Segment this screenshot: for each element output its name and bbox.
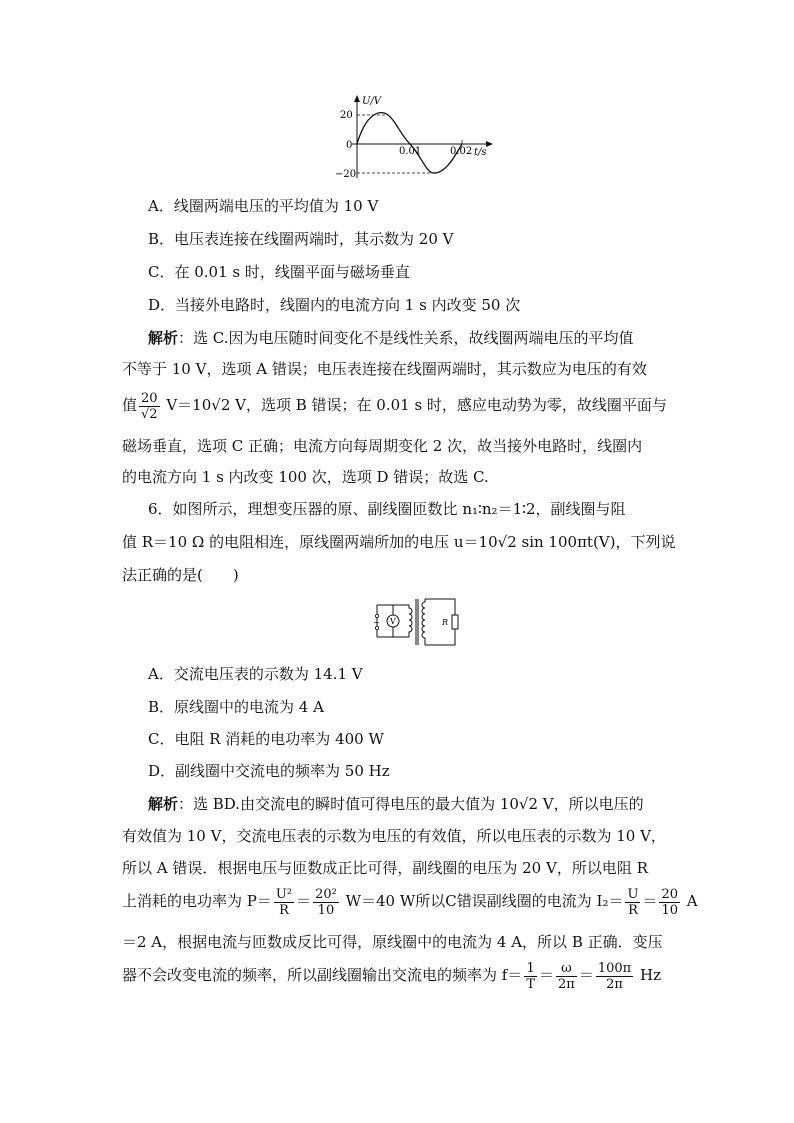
fraction-u-r: $\frac{U}{R}$: [627, 886, 639, 918]
q5-analysis-line4: 磁场垂直，选项 C 正确；电流方向每周期变化 2 次，故当接外电路时，线圈内: [122, 437, 643, 455]
resistor-label: R: [442, 618, 449, 627]
fraction-20-sqrt2: $\frac{20}{√2}$: [141, 390, 158, 422]
x-tick-001: 0.01: [399, 146, 422, 157]
q6-analysis-line1: 解析：选 BD.由交流电的瞬时值可得电压的最大值为 10√2 V，所以电压的: [148, 795, 644, 813]
x-axis-arrow: [486, 141, 493, 147]
q6-analysis-line3: 所以 A 错误．根据电压与匝数成正比可得，副线圈的电压为 20 V，所以电阻 R: [122, 859, 648, 877]
q6-stem-line1: 6．如图所示，理想变压器的原、副线圈匝数比 n₁∶n₂＝1∶2，副线圈与阻: [148, 500, 626, 518]
q6-analysis-line6: 器不会改变电流的频率，所以副线圈输出交流电的频率为 f＝ $\frac{1}{T}$ ＝ $\frac{\omega}{2\pi}$ ＝ $\frac{100\pi}{2\pi}$ Hz: [122, 960, 661, 992]
fraction-omega-2pi: $\frac{\omega}{2\pi}$: [558, 960, 575, 992]
voltmeter-label: V: [390, 617, 396, 626]
q6-option-d: D．副线圈中交流电的频率为 50 Hz: [148, 762, 390, 780]
q6-analysis-label: 解析: [148, 795, 179, 813]
q5-analysis-line2: 不等于 10 V，选项 A 错误；电压表连接在线圈两端时，其示数应为电压的有效: [122, 360, 647, 378]
q5-option-b: B．电压表连接在线圈两端时，其示数为 20 V: [148, 230, 454, 248]
fraction-u2-r: $\frac{\text{U²}}{R}$: [275, 886, 293, 918]
q5-analysis-line5: 的电流方向 1 s 内改变 100 次，选项 D 错误；故选 C.: [122, 468, 489, 486]
q5-analysis-line3: 值 $\frac{20}{√2}$ V＝10√2 V，选项 B 错误；在 0.01 s 时，感应电动势为零，故线圈平面与: [122, 390, 667, 422]
y-axis-arrow: [354, 95, 360, 102]
q6-option-c: C．电阻 R 消耗的电功率为 400 W: [148, 730, 384, 748]
sine-curve: [357, 113, 462, 173]
fraction-1-t: $\frac{1}{T}$: [526, 960, 535, 992]
q5-option-a: A．线圈两端电压的平均值为 10 V: [148, 197, 379, 215]
q6-analysis-line5: ＝2 A，根据电流与匝数成反比可得，原线圈中的电流为 4 A，所以 B 正确．变压: [122, 933, 663, 951]
q6-analysis-line2: 有效值为 10 V，交流电压表的示数为电压的有效值，所以电压表的示数为 10 V，: [122, 827, 666, 845]
fraction-100pi-2pi: $\frac{100\pi}{2\pi}$: [597, 960, 632, 992]
fraction-20-10: $\frac{20}{10}$: [661, 886, 679, 918]
q5-analysis-line1: 解析：选 C.因为电压随时间变化不是线性关系，故线圈两端电压的平均值: [148, 329, 634, 347]
q5-analysis-label: 解析: [148, 329, 179, 347]
x-axis-label: t/s: [474, 147, 487, 158]
q6-stem-line2: 值 R＝10 Ω 的电阻相连，原线圈两端所加的电压 u＝10√2 sin 100πt(V)，下列说: [122, 533, 676, 551]
ac-source-icon: ~: [373, 618, 380, 627]
y-tick-neg20: −20: [335, 169, 357, 180]
q5-option-d: D．当接外电路时，线圈内的电流方向 1 s 内改变 50 次: [148, 296, 521, 314]
y-tick-0: 0: [346, 140, 353, 151]
voltage-time-graph: [330, 92, 500, 184]
fraction-20sq-10: $\frac{\text{20²}}{10}$: [315, 886, 337, 918]
y-tick-20: 20: [340, 110, 353, 121]
q6-option-b: B．原线圈中的电流为 4 A: [148, 698, 324, 716]
q6-analysis-line4: 上消耗的电功率为 P＝ $\frac{\text{U²}}{R}$ ＝ $\frac{\text{20²}}{10}$ W＝40 W所以C错误副线圈的电流为 I₂＝ $\frac{U}{R}$ ＝ $\frac{20}{10}$ A: [122, 886, 698, 918]
x-tick-002: 0.02: [450, 146, 473, 157]
q6-option-a: A．交流电压表的示数为 14.1 V: [148, 665, 363, 683]
y-axis-label: U/V: [362, 96, 382, 107]
transformer-circuit: [367, 593, 463, 653]
q5-option-c: C．在 0.01 s 时，线圈平面与磁场垂直: [148, 263, 410, 281]
q6-stem-line3: 法正确的是( ): [122, 566, 239, 584]
